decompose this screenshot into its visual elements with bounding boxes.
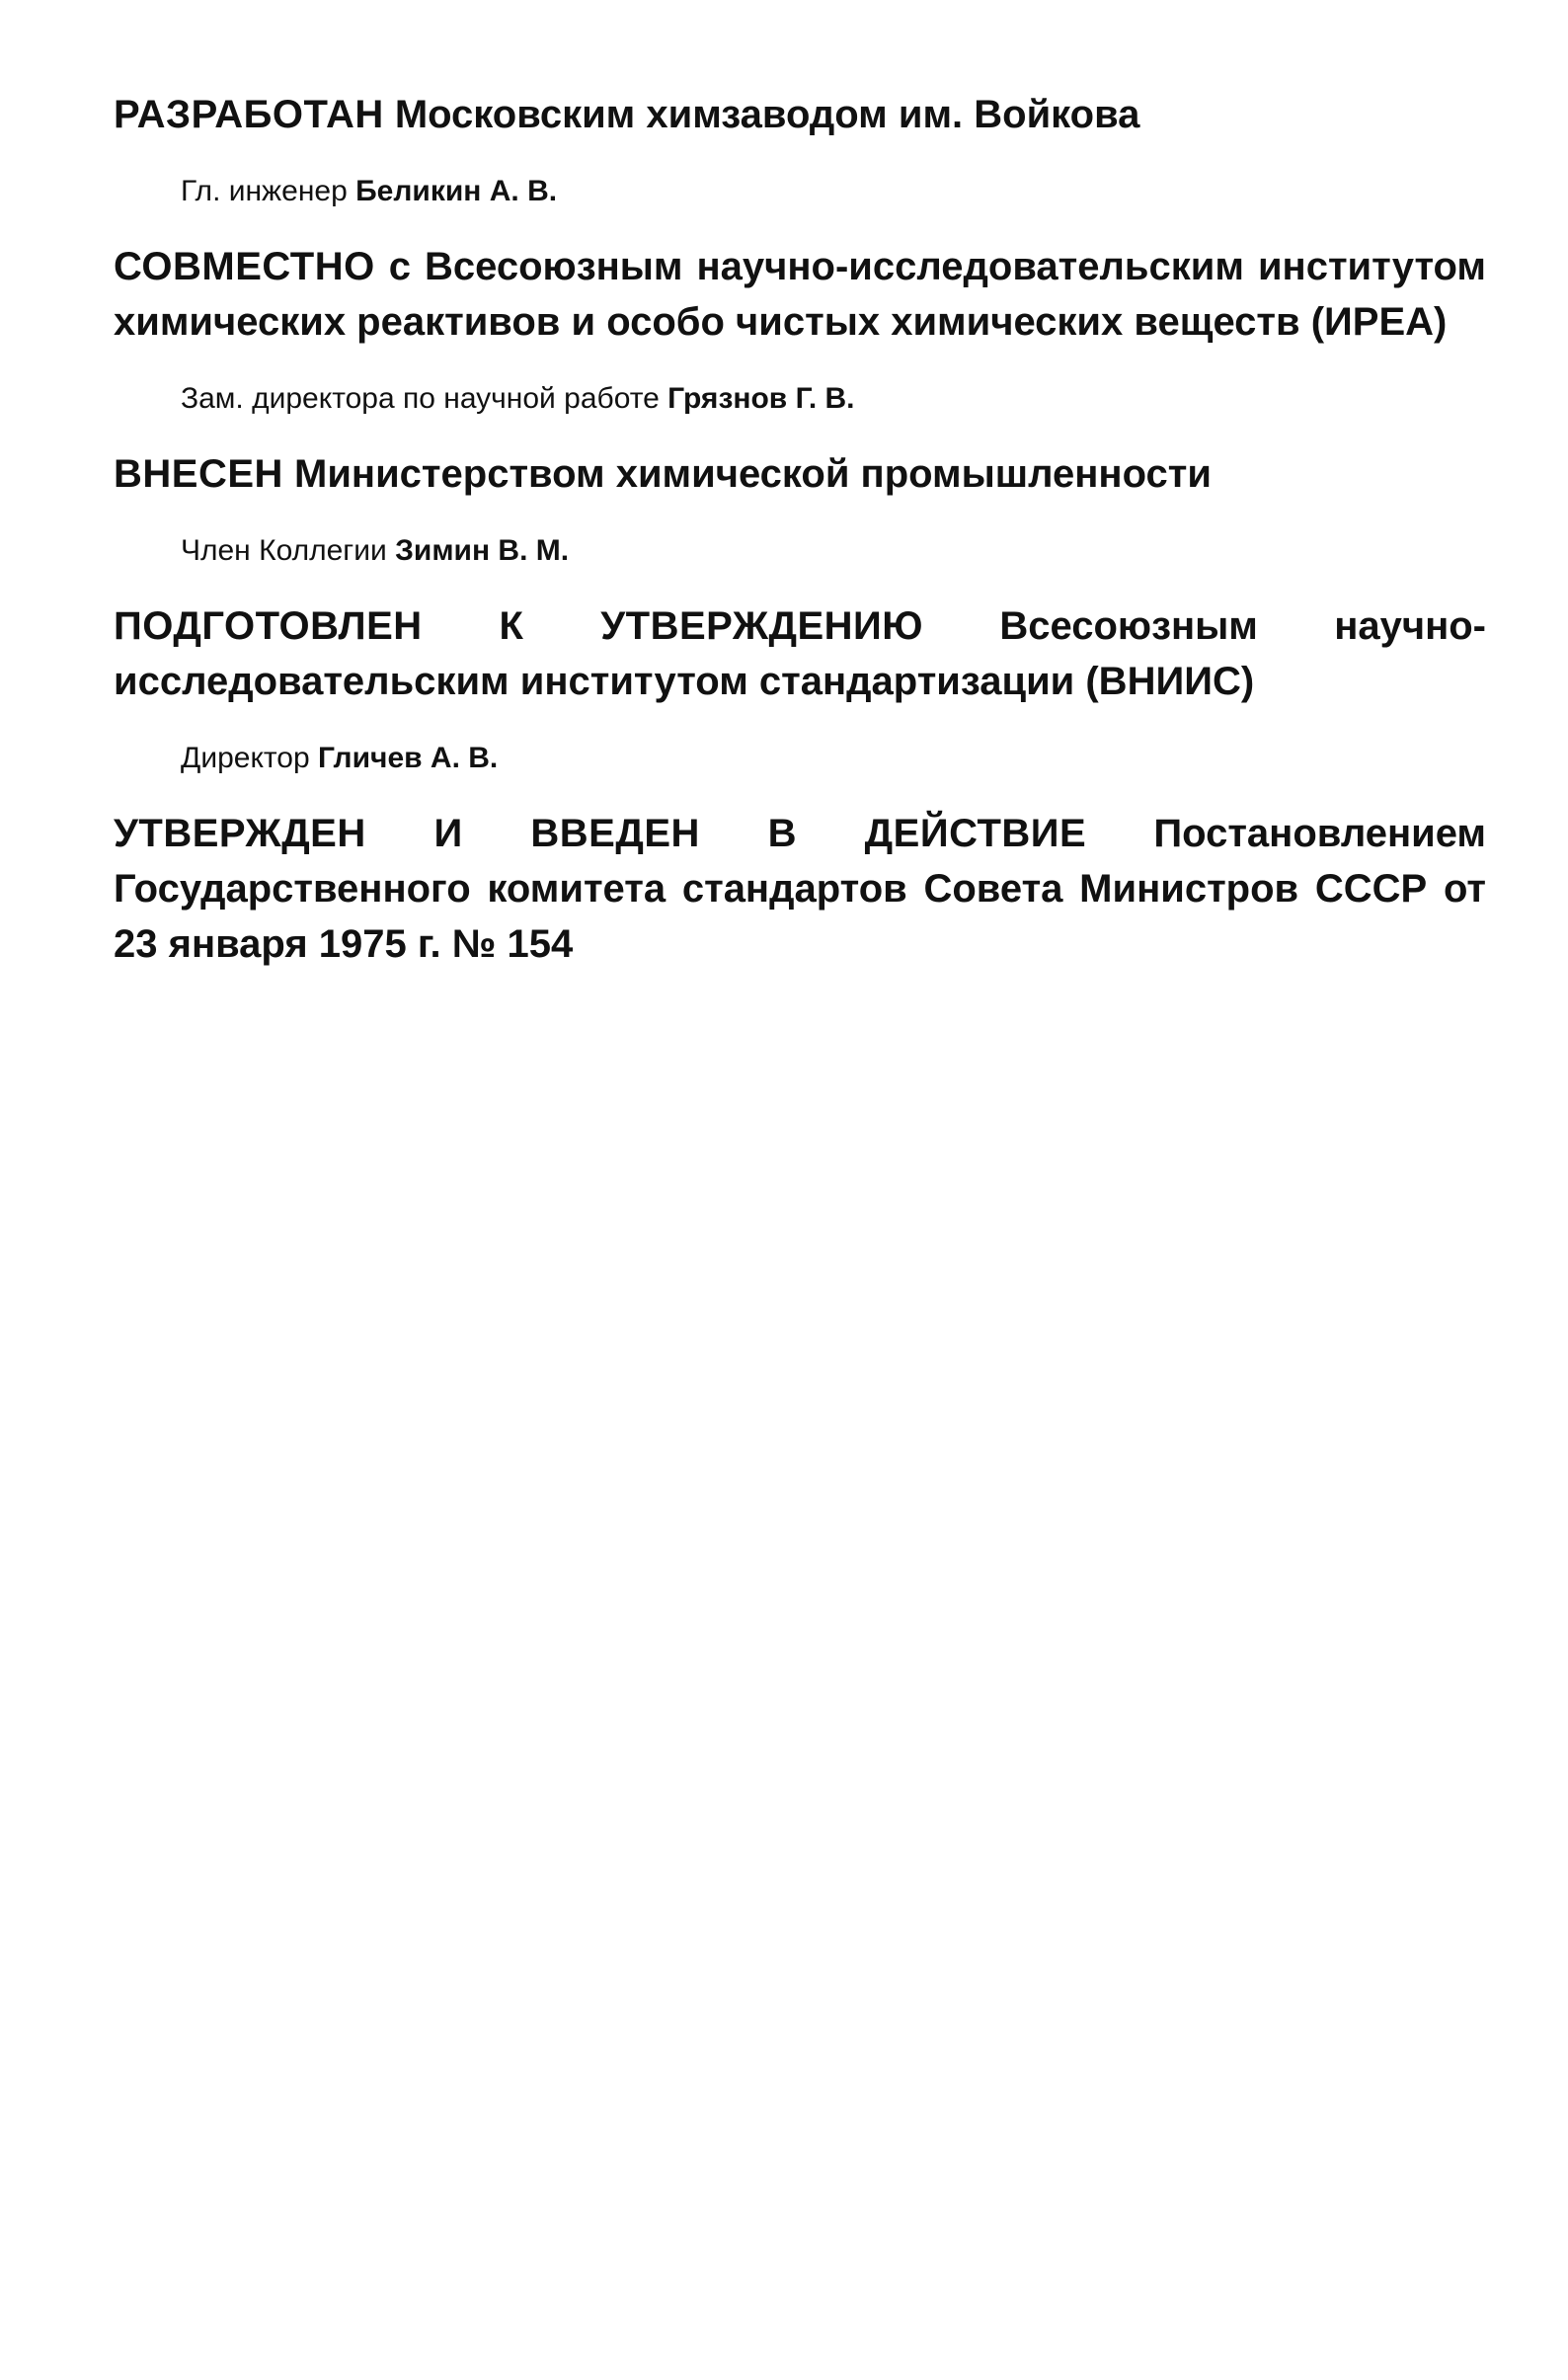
statement-lead: УТВЕРЖДЕН И ВВЕДЕН В ДЕЙСТВИЕ: [114, 812, 1087, 855]
statement-text: Всесоюзным научно-исследовательским институтом стандартизации (ВНИИС): [114, 604, 1486, 703]
statement-text: Министерством химической промышленности: [282, 452, 1212, 496]
signatory-name: Беликин А. В.: [355, 175, 558, 207]
statement-introduced: [114, 446, 1486, 502]
signatory-jointly: [181, 379, 1486, 419]
signatory-role: Директор: [181, 742, 319, 774]
statement-developed: [114, 87, 1486, 142]
signatory-name: Зимин В. М.: [395, 534, 570, 567]
statement-approved: [114, 806, 1486, 972]
signatory-role: Зам. директора по научной работе: [181, 382, 668, 415]
signatory-name: Грязнов Г. В.: [667, 382, 855, 415]
statement-lead: СОВМЕСТНО: [114, 245, 375, 288]
statement-text: Московским химзаводом им. Войкова: [383, 93, 1140, 136]
statement-lead: ВНЕСЕН: [114, 452, 283, 496]
signatory-prepared: [181, 739, 1486, 778]
signatory-developed: [181, 172, 1486, 211]
signatory-introduced: [181, 531, 1486, 571]
statement-lead: ПОДГОТОВЛЕН К УТВЕРЖДЕНИЮ: [114, 604, 924, 648]
statement-jointly: [114, 239, 1486, 350]
signatory-name: Гличев А. В.: [318, 742, 499, 774]
statement-text: Постановлением Государственного комитета стандартов Совета Министров СССР от 23 января 1975 г. № 154: [114, 812, 1487, 966]
statement-lead: РАЗРАБОТАН: [114, 93, 384, 136]
signatory-role: Гл. инженер: [181, 175, 356, 207]
signatory-role: Член Коллегии: [181, 534, 396, 567]
statement-text: с Всесоюзным научно-исследовательским институтом химических реактивов и особо чистых химических веществ (ИРЕА): [114, 245, 1486, 344]
document-page: [114, 87, 1486, 972]
statement-prepared: [114, 598, 1486, 709]
